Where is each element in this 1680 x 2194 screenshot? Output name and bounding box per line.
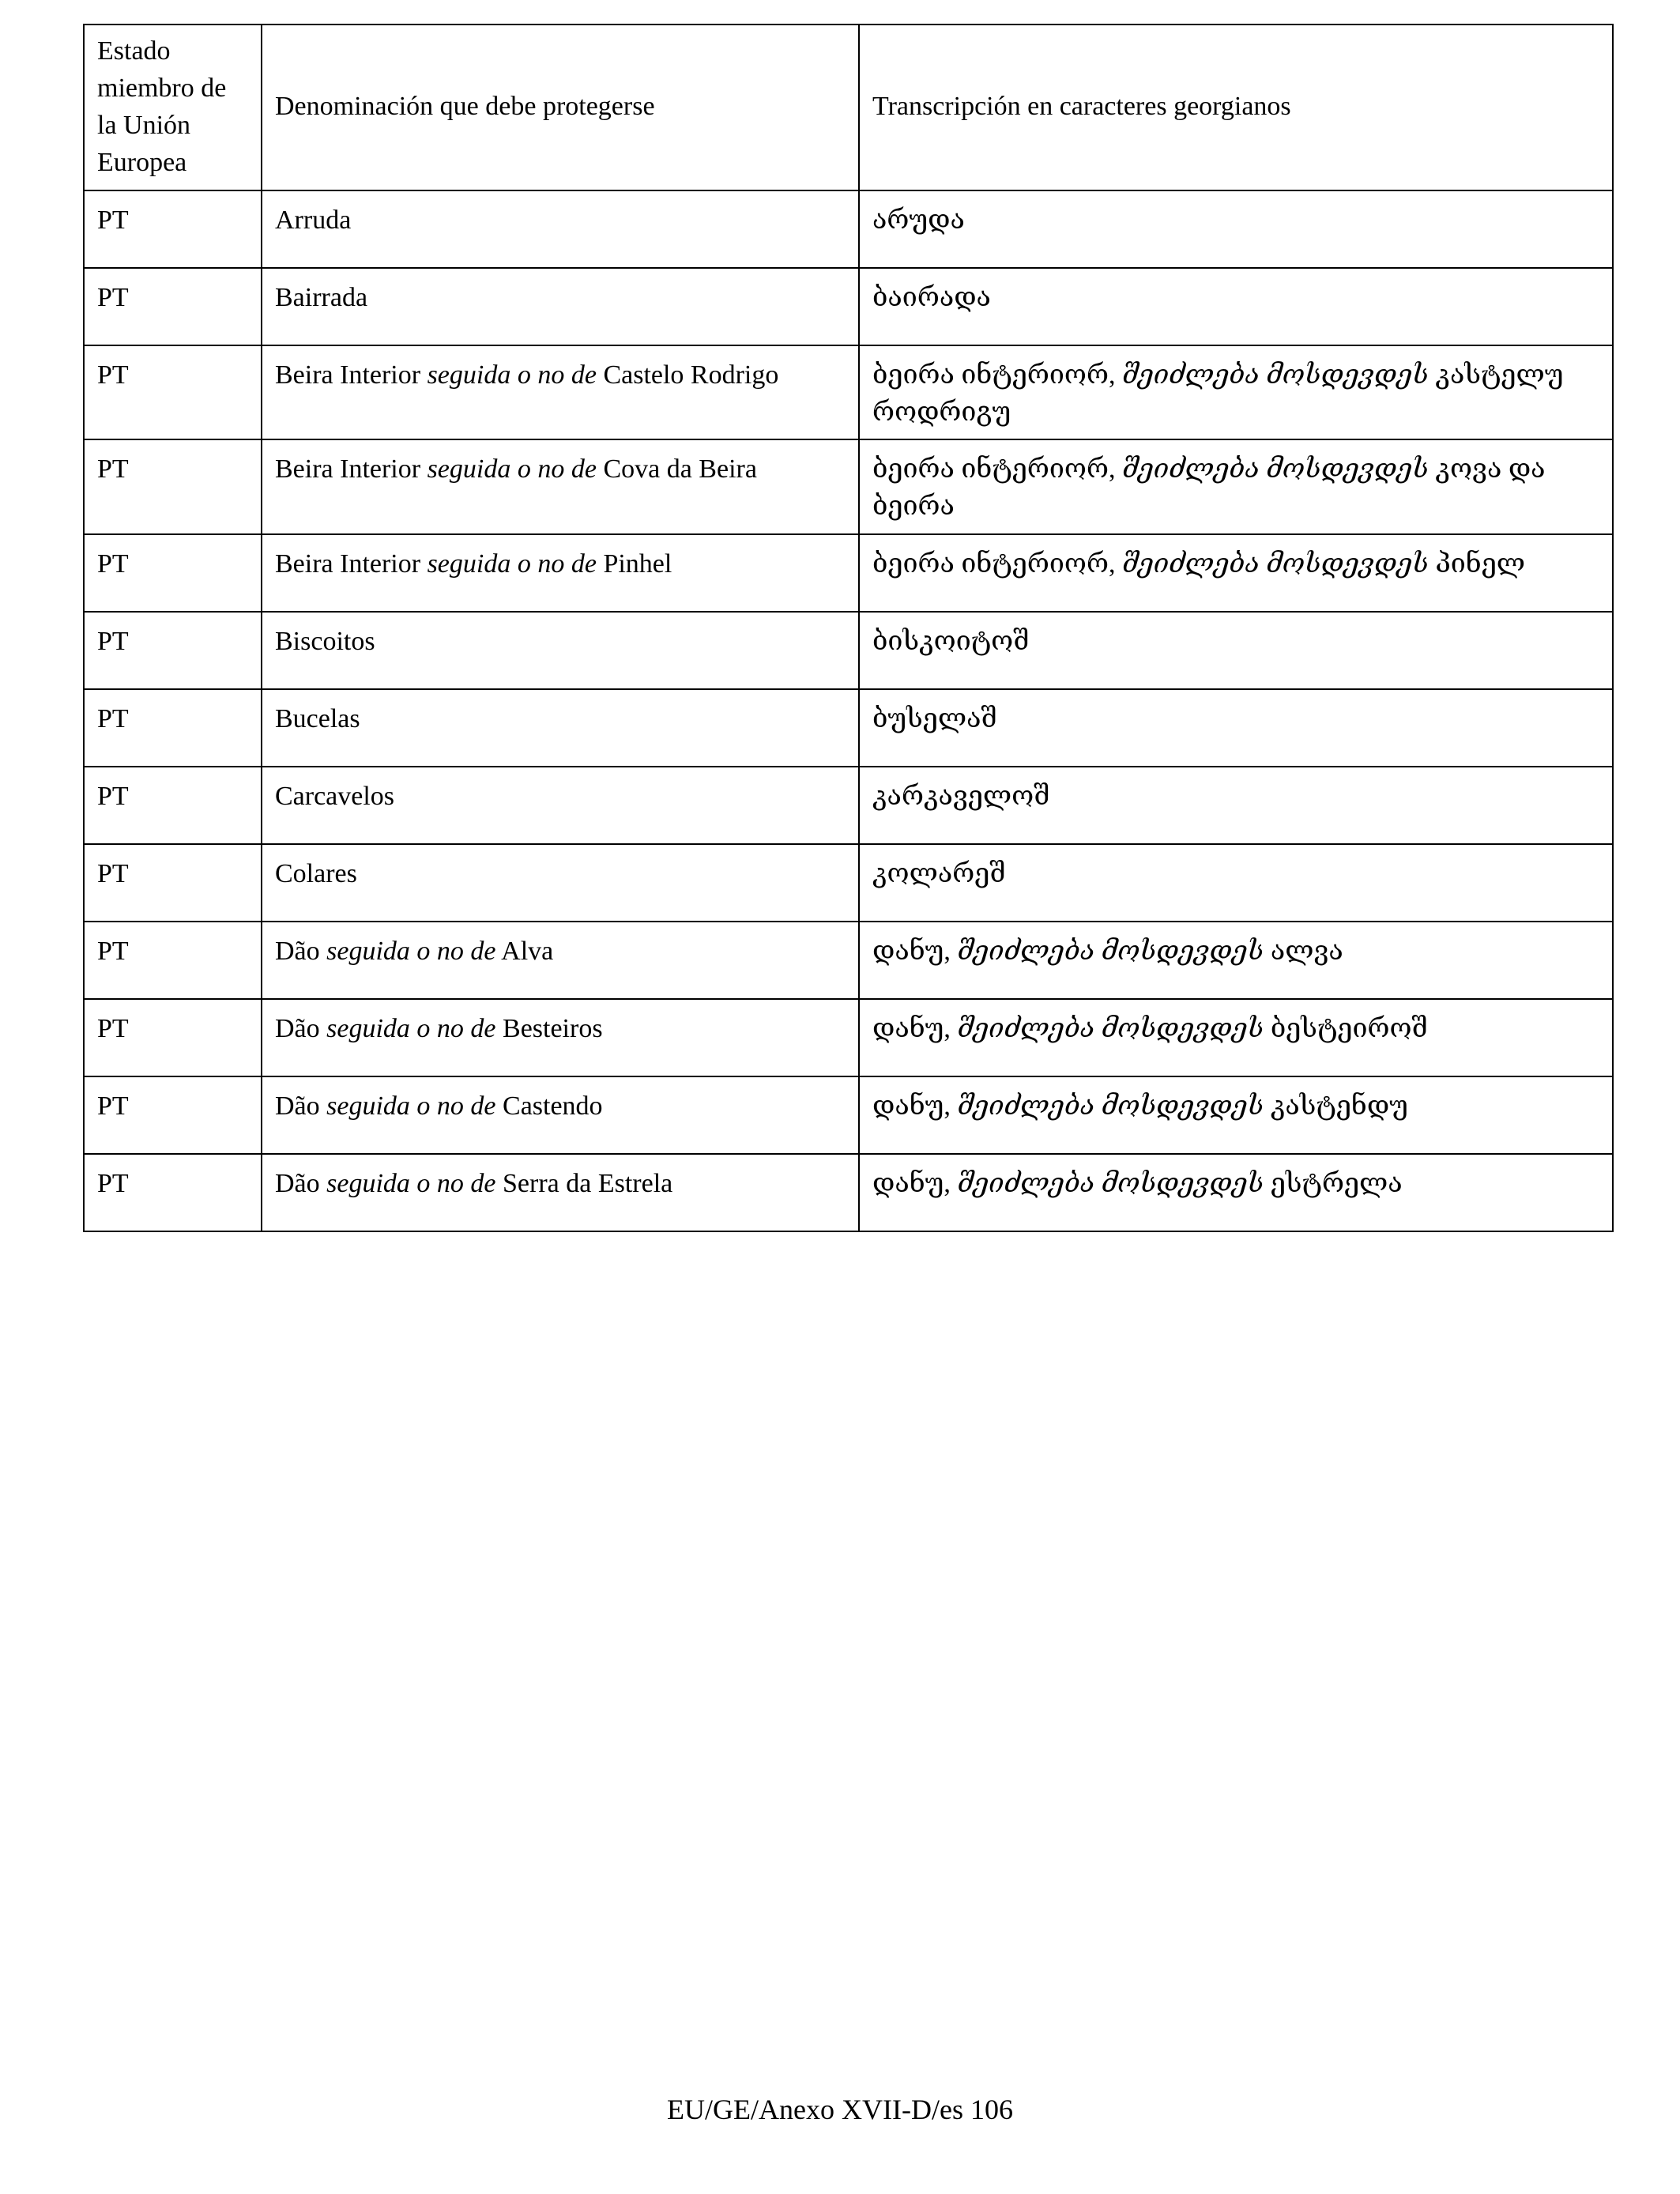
table-row (84, 190, 1613, 268)
text-segment: კარკაველოშ (872, 782, 1050, 812)
text-segment: Castelo Rodrigo (596, 360, 779, 390)
transcription-cell (859, 534, 1613, 612)
text-segment: ალვა (1264, 937, 1343, 967)
table-row (84, 922, 1613, 999)
text-segment: შეიძლება მოსდევდეს (957, 1091, 1264, 1122)
table-row (84, 767, 1613, 844)
denomination-cell (262, 439, 859, 534)
text-segment: Biscoitos (275, 627, 375, 657)
denomination-cell (262, 345, 859, 440)
transcription-cell (859, 767, 1613, 844)
text-segment: seguida o no de (326, 937, 496, 967)
text-segment: არუდა (872, 205, 965, 235)
table-row (84, 844, 1613, 922)
transcription-cell (859, 345, 1613, 440)
text-segment: დანუ, (872, 1014, 958, 1044)
transcription-cell (859, 999, 1613, 1076)
table-row (84, 999, 1613, 1076)
text-segment: შეიძლება მოსდევდეს (1121, 454, 1429, 484)
text-segment: seguida o no de (427, 454, 597, 484)
text-segment: Dão (275, 1169, 327, 1199)
header-transcription: Transcripción en caracteres georgianos (859, 25, 1613, 190)
text-segment: Beira Interior (275, 454, 428, 484)
text-segment: Colares (275, 859, 357, 889)
denomination-cell (262, 844, 859, 922)
table-row (84, 345, 1613, 440)
text-segment: დანუ, (872, 1091, 958, 1122)
text-segment: შეიძლება მოსდევდეს (1121, 360, 1429, 390)
denomination-cell (262, 268, 859, 345)
member-state-cell: PT (84, 767, 262, 844)
text-segment: ბაირადა (872, 282, 991, 312)
text-segment: Bucelas (275, 704, 360, 734)
text-segment: ბუსელაშ (872, 704, 997, 734)
text-segment: Alva (495, 937, 554, 967)
transcription-cell (859, 1076, 1613, 1154)
table-row (84, 1076, 1613, 1154)
protected-denominations-table (83, 24, 1614, 1232)
text-segment: Besteiros (495, 1014, 603, 1044)
text-segment: შეიძლება მოსდევდეს (957, 1169, 1264, 1199)
text-segment: Dão (275, 1091, 327, 1122)
denomination-cell (262, 767, 859, 844)
table-row (84, 612, 1613, 689)
text-segment: ბისკოიტოშ (872, 627, 1030, 657)
member-state-cell: PT (84, 439, 262, 534)
denomination-cell (262, 999, 859, 1076)
text-segment: ბესტეიროშ (1264, 1014, 1428, 1044)
text-segment: დანუ, (872, 1169, 958, 1199)
member-state-cell: PT (84, 190, 262, 268)
member-state-cell: PT (84, 999, 262, 1076)
transcription-cell (859, 439, 1613, 534)
denomination-cell (262, 534, 859, 612)
text-segment: შეიძლება მოსდევდეს (957, 937, 1264, 967)
text-segment: Pinhel (596, 549, 672, 579)
text-segment: ბეირა ინტერიორ, (872, 360, 1122, 390)
member-state-cell: PT (84, 1076, 262, 1154)
text-segment: Cova da Beira (596, 454, 757, 484)
member-state-cell: PT (84, 534, 262, 612)
text-segment: Castendo (495, 1091, 603, 1122)
text-segment: დანუ, (872, 937, 958, 967)
transcription-cell (859, 268, 1613, 345)
transcription-cell (859, 689, 1613, 767)
transcription-cell (859, 922, 1613, 999)
transcription-cell (859, 190, 1613, 268)
text-segment: Bairrada (275, 282, 368, 312)
table-row (84, 268, 1613, 345)
denomination-cell (262, 1154, 859, 1231)
text-segment: seguida o no de (427, 360, 597, 390)
page-footer: EU/GE/Anexo XVII-D/es 106 (667, 2094, 1013, 2125)
transcription-cell (859, 844, 1613, 922)
text-segment: seguida o no de (326, 1014, 496, 1044)
text-segment: Carcavelos (275, 782, 395, 812)
transcription-cell (859, 1154, 1613, 1231)
text-segment: ესტრელა (1264, 1169, 1403, 1199)
denomination-cell (262, 1076, 859, 1154)
header-denomination: Denominación que debe protegerse (262, 25, 859, 190)
member-state-cell: PT (84, 689, 262, 767)
transcription-cell (859, 612, 1613, 689)
text-segment: Serra da Estrela (495, 1169, 673, 1199)
text-segment: Dão (275, 937, 327, 967)
text-segment: Beira Interior (275, 360, 428, 390)
member-state-cell: PT (84, 612, 262, 689)
table-row (84, 1154, 1613, 1231)
text-segment: Arruda (275, 205, 352, 235)
table-header-row (84, 25, 1613, 190)
text-segment: შეიძლება მოსდევდეს (1121, 549, 1429, 579)
text-segment: კოლარეშ (872, 859, 1006, 889)
text-segment: კასტენდუ (1264, 1091, 1408, 1122)
member-state-cell: PT (84, 1154, 262, 1231)
denomination-cell (262, 689, 859, 767)
text-segment: seguida o no de (326, 1169, 496, 1199)
denomination-cell (262, 612, 859, 689)
member-state-cell: PT (84, 345, 262, 440)
table-row (84, 689, 1613, 767)
text-segment: Beira Interior (275, 549, 428, 579)
denomination-cell (262, 922, 859, 999)
text-segment: seguida o no de (427, 549, 597, 579)
text-segment: შეიძლება მოსდევდეს (957, 1014, 1264, 1044)
table-row (84, 534, 1613, 612)
text-segment: seguida o no de (326, 1091, 496, 1122)
text-segment: პინელ (1428, 549, 1526, 579)
text-segment: კოვა და ბეირა (872, 454, 1546, 522)
text-segment: Dão (275, 1014, 327, 1044)
denomination-cell (262, 190, 859, 268)
table-body (84, 190, 1613, 1232)
member-state-cell: PT (84, 844, 262, 922)
table-row (84, 439, 1613, 534)
member-state-cell: PT (84, 922, 262, 999)
text-segment: ბეირა ინტერიორ, (872, 549, 1122, 579)
text-segment: კასტელუ როდრიგუ (872, 360, 1564, 427)
header-member-state: Estado miembro de la Unión Europea (84, 25, 262, 190)
member-state-cell: PT (84, 268, 262, 345)
text-segment: ბეირა ინტერიორ, (872, 454, 1122, 484)
